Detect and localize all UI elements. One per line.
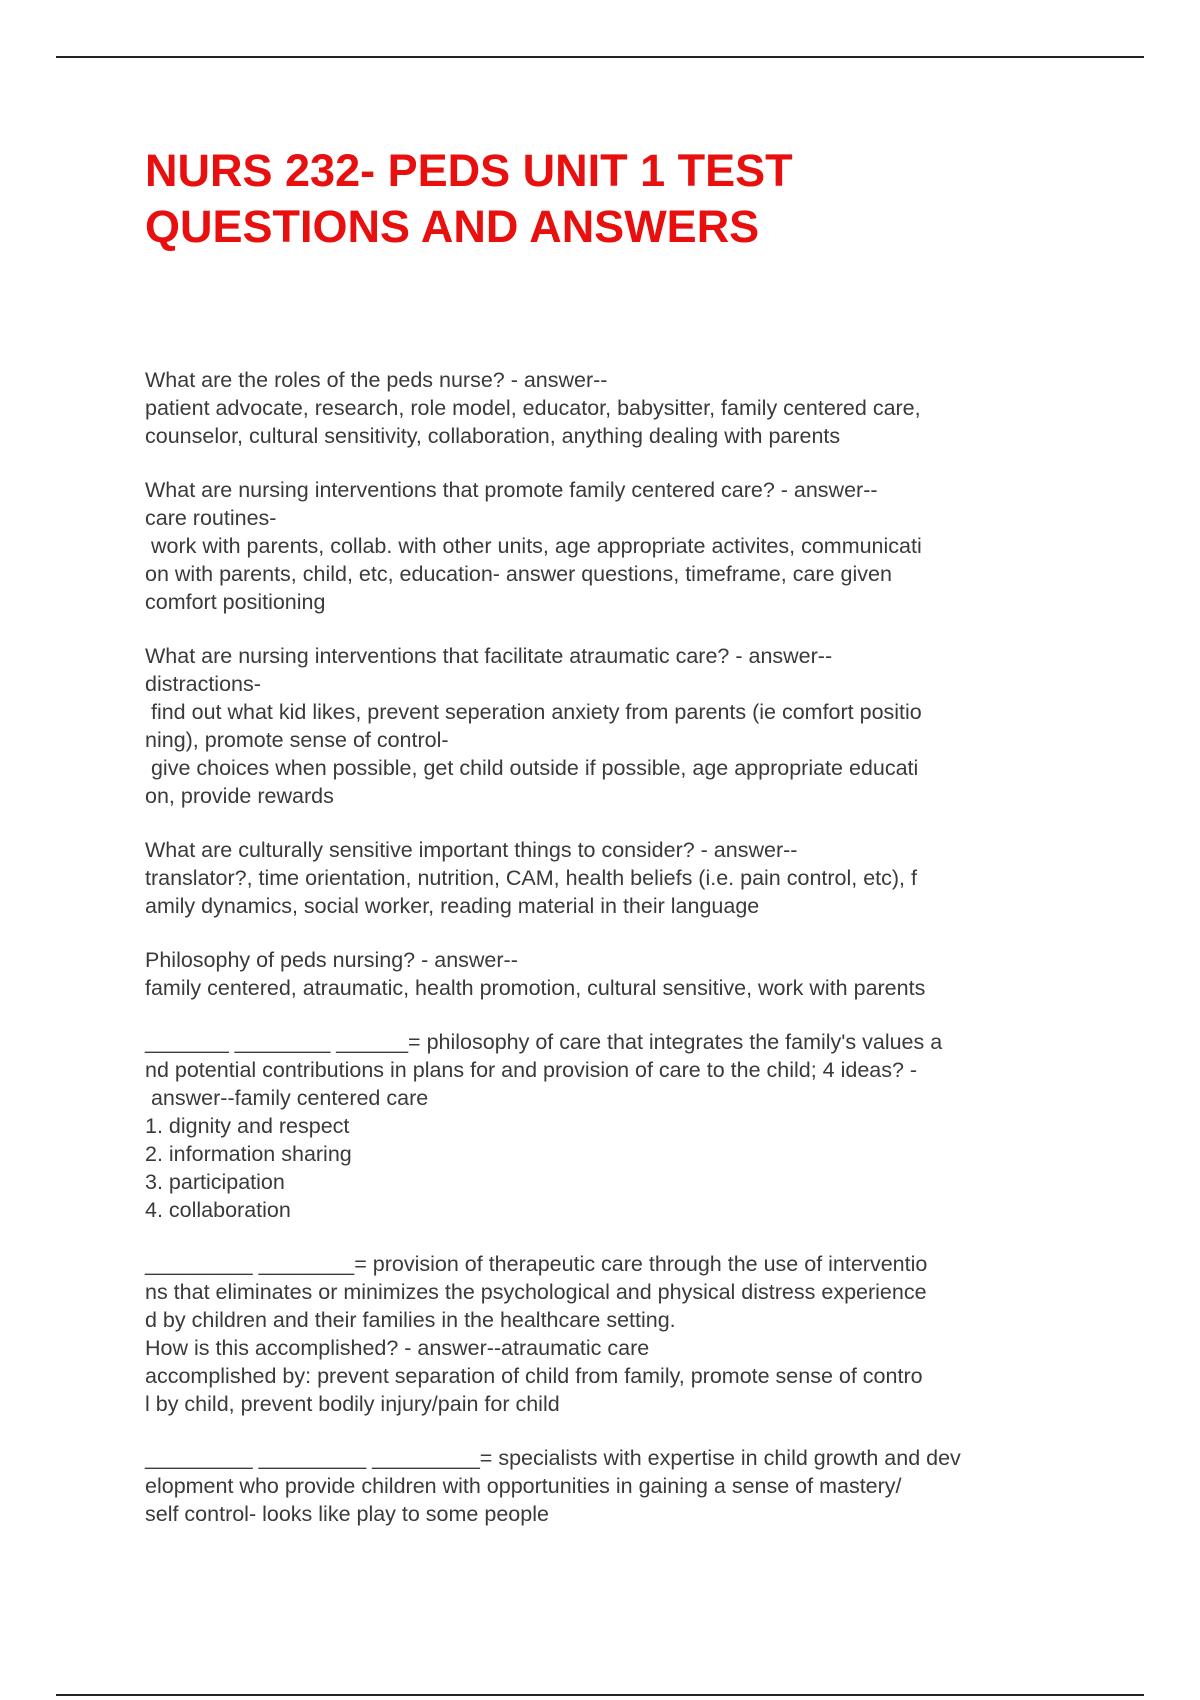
qa-line: comfort positioning [145, 590, 326, 614]
qa-line: accomplished by: prevent separation of child from family, promote sense of contro [145, 1364, 923, 1388]
qa-line: 4. collaboration [145, 1198, 291, 1222]
qa-line: 1. dignity and respect [145, 1114, 350, 1138]
qa-line: What are nursing interventions that facilitate atraumatic care? - answer-- [145, 644, 833, 668]
qa-line: patient advocate, research, role model, educator, babysitter, family centered care, [145, 396, 921, 420]
qa-line: Philosophy of peds nursing? - answer-- [145, 948, 518, 972]
qa-line: 2. information sharing [145, 1142, 352, 1166]
qa-line: give choices when possible, get child outside if possible, age appropriate educati [145, 756, 919, 780]
qa-line: How is this accomplished? - answer--atraumatic care [145, 1336, 650, 1360]
qa-line: ning), promote sense of control- [145, 728, 449, 752]
qa-line: What are the roles of the peds nurse? - answer-- [145, 368, 608, 392]
qa-line: find out what kid likes, prevent seperation anxiety from parents (ie comfort positio [145, 700, 922, 724]
qa-line: on, provide rewards [145, 784, 334, 808]
bottom-rule [56, 1694, 1144, 1696]
qa-item [145, 836, 1065, 920]
qa-line: What are culturally sensitive important things to consider? - answer-- [145, 838, 798, 862]
qa-line: 3. participation [145, 1170, 285, 1194]
qa-item [145, 476, 1065, 616]
title-line: NURS 232- PEDS UNIT 1 TEST [145, 145, 793, 196]
title-line: QUESTIONS AND ANSWERS [145, 201, 760, 252]
qa-line: d by children and their families in the healthcare setting. [145, 1308, 676, 1332]
top-rule [56, 56, 1144, 58]
qa-line: distractions- [145, 672, 261, 696]
qa-line: care routines- [145, 506, 277, 530]
qa-line: counselor, cultural sensitivity, collaboration, anything dealing with parents [145, 424, 841, 448]
qa-line: nd potential contributions in plans for and provision of care to the child; 4 ideas? - [145, 1058, 918, 1082]
qa-line: amily dynamics, social worker, reading material in their language [145, 894, 760, 918]
qa-item [145, 1250, 1065, 1418]
qa-line: l by child, prevent bodily injury/pain for child [145, 1392, 560, 1416]
qa-line: elopment who provide children with opportunities in gaining a sense of mastery/ [145, 1474, 902, 1498]
qa-content [145, 366, 1065, 1554]
qa-line: _________ _________ _________= specialists with expertise in child growth and dev [145, 1446, 961, 1470]
document-title [145, 143, 1065, 255]
qa-line: self control- looks like play to some people [145, 1502, 549, 1526]
qa-item [145, 366, 1065, 450]
qa-line: _______ ________ ______= philosophy of care that integrates the family's values a [145, 1030, 943, 1054]
qa-item [145, 946, 1065, 1002]
qa-item [145, 1028, 1065, 1224]
qa-line: on with parents, child, etc, education- answer questions, timeframe, care given [145, 562, 892, 586]
qa-line: What are nursing interventions that promote family centered care? - answer-- [145, 478, 878, 502]
qa-item [145, 642, 1065, 810]
qa-line: work with parents, collab. with other units, age appropriate activites, communicati [145, 534, 922, 558]
qa-line: answer--family centered care [145, 1086, 429, 1110]
qa-line: family centered, atraumatic, health promotion, cultural sensitive, work with parents [145, 976, 926, 1000]
qa-line: ns that eliminates or minimizes the psychological and physical distress experience [145, 1280, 927, 1304]
qa-line: _________ ________= provision of therapeutic care through the use of interventio [145, 1252, 928, 1276]
qa-item [145, 1444, 1065, 1528]
qa-line: translator?, time orientation, nutrition, CAM, health beliefs (i.e. pain control, etc), f [145, 866, 917, 890]
